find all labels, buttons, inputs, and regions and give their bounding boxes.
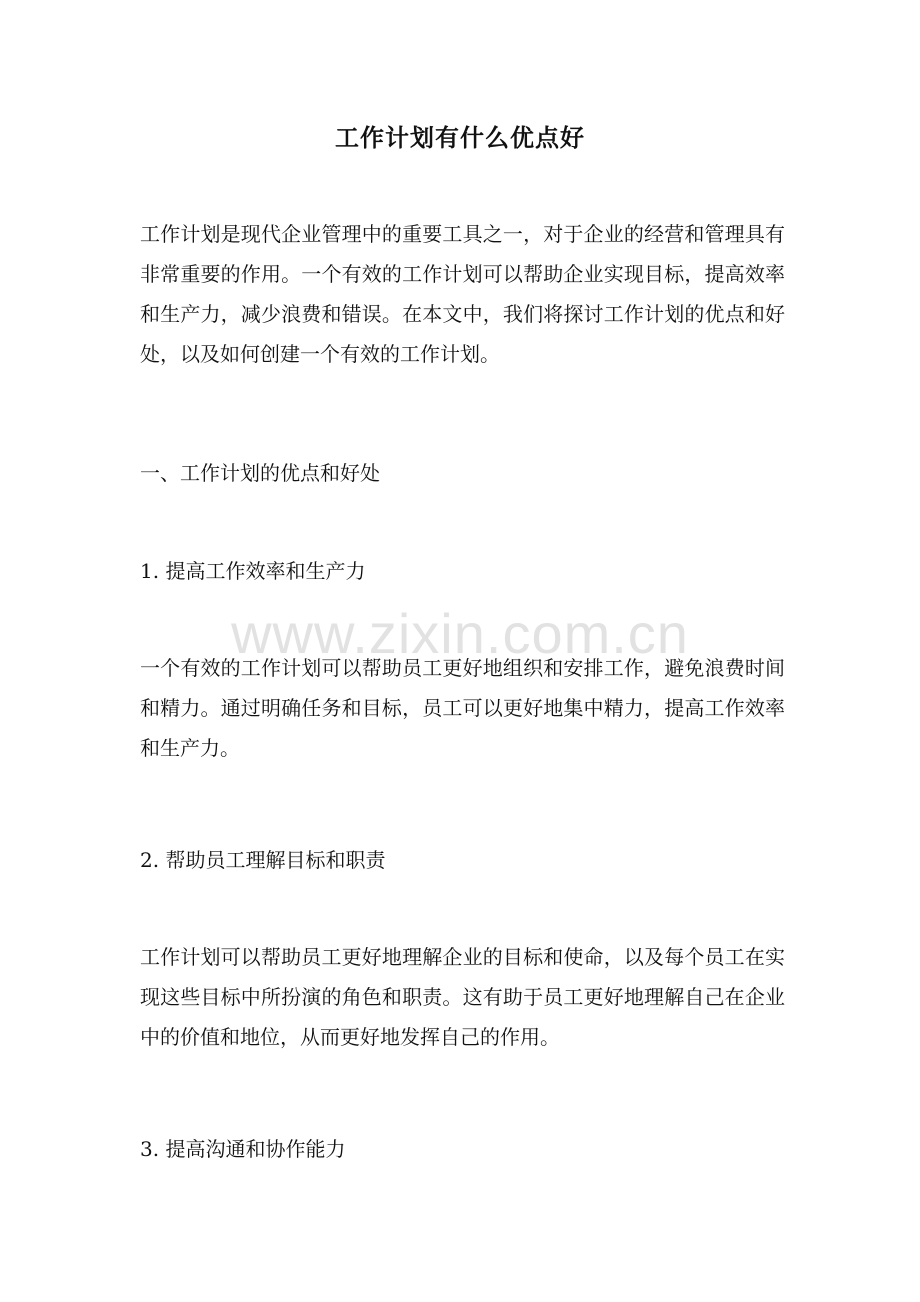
item-heading-3: 3. 提高沟通和协作能力 [140, 1137, 346, 1161]
item-body-2: 工作计划可以帮助员工更好地理解企业的目标和使命，以及每个员工在实现这些目标中所扮演的角色和职责。这有助于员工更好地理解自己在企业中的价值和地位，从而更好地发挥自己的作用。 [140, 945, 785, 1049]
item-heading-2: 2. 帮助员工理解目标和职责 [140, 848, 386, 872]
document-title: 工作计划有什么优点好 [335, 123, 585, 152]
item-body-1: 一个有效的工作计划可以帮助员工更好地组织和安排工作，避免浪费时间和精力。通过明确任务和目标，员工可以更好地集中精力，提高工作效率和生产力。 [140, 656, 785, 760]
item-heading-1: 1. 提高工作效率和生产力 [140, 559, 366, 583]
intro-paragraph: 工作计划是现代企业管理中的重要工具之一，对于企业的经营和管理具有非常重要的作用。一个有效的工作计划可以帮助企业实现目标，提高效率和生产力，减少浪费和错误。在本文中，我们将探讨工作计划的优点和好处，以及如何创建一个有效的工作计划。 [140, 222, 785, 366]
watermark-text: www.zixin.com.cn [231, 602, 689, 665]
section-heading-1: 一、工作计划的优点和好处 [140, 461, 380, 485]
